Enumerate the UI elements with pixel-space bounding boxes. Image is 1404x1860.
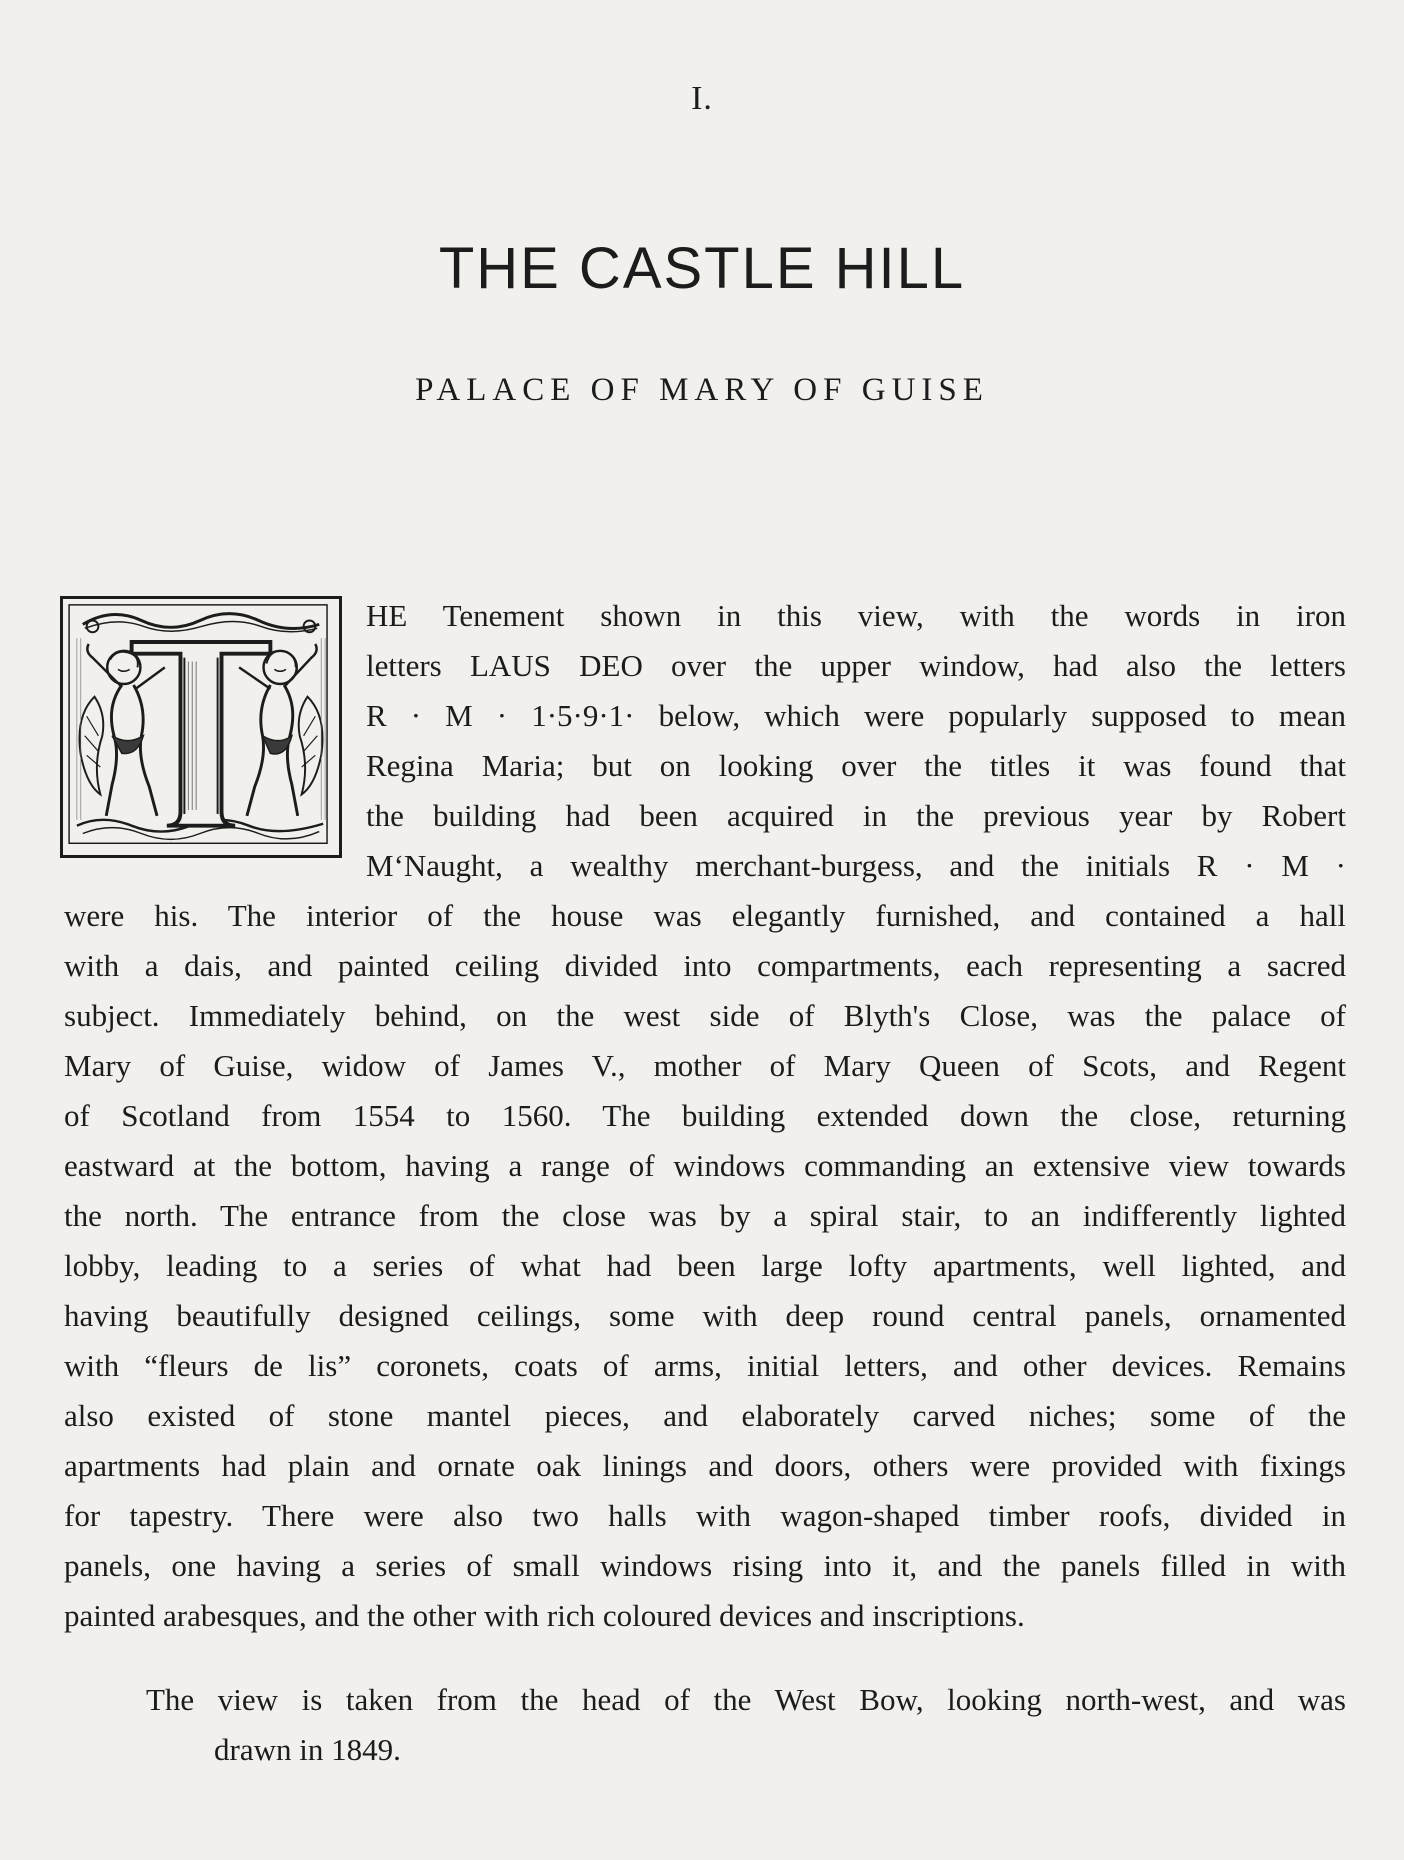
paragraph-line: having beautifully designed ceilings, some with deep round central panels, ornamented [64,1298,1346,1333]
paragraph-line: with “fleurs de lis” coronets, coats of arms, initial letters, and other devices. Remains [64,1348,1346,1383]
chapter-number: I. [691,80,713,117]
paragraph-line: the building had been acquired in the previous year by Robert [366,798,1346,833]
note-line: drawn in 1849. [214,1732,401,1767]
chapter-subtitle: PALACE OF MARY OF GUISE [415,372,989,408]
paragraph-line: were his. The interior of the house was elegantly furnished, and contained a hall [64,898,1346,933]
paragraph-line: for tapestry. There were also two halls with wagon-shaped timber roofs, divided in [64,1498,1346,1533]
paragraph-line: Regina Maria; but on looking over the titles it was found that [366,748,1346,783]
paragraph-line: lobby, leading to a series of what had been large lofty apartments, well lighted, and [64,1248,1346,1283]
paragraph-line: letters LAUS DEO over the upper window, had also the letters [366,648,1346,683]
drop-cap-illustration [60,596,342,858]
paragraph-line: HE Tenement shown in this view, with the words in iron [366,598,1346,633]
paragraph-line: painted arabesques, and the other with rich coloured devices and inscriptions. [64,1598,1025,1633]
paragraph-line: Mary of Guise, widow of James V., mother of Mary Queen of Scots, and Regent [64,1048,1346,1083]
paragraph-line: apartments had plain and ornate oak linings and doors, others were provided with fixings [64,1448,1346,1483]
paragraph-line: R · M · 1·5·9·1· below, which were popularly supposed to mean [366,698,1346,733]
paragraph-line: the north. The entrance from the close was by a spiral stair, to an indifferently lighted [64,1198,1346,1233]
paragraph-line: also existed of stone mantel pieces, and elaborately carved niches; some of the [64,1398,1346,1433]
chapter-title: THE CASTLE HILL [438,236,966,301]
paragraph-line: eastward at the bottom, having a range of windows commanding an extensive view towards [64,1148,1346,1183]
paragraph-line: panels, one having a series of small windows rising into it, and the panels filled in with [64,1548,1346,1583]
paragraph-line: M‘Naught, a wealthy merchant-burgess, and the initials R · M · [366,848,1346,883]
paragraph-line: subject. Immediately behind, on the west side of Blyth's Close, was the palace of [64,998,1346,1033]
cherubs-ornament-icon [63,599,339,855]
paragraph-line: of Scotland from 1554 to 1560. The building extended down the close, returning [64,1098,1346,1133]
paragraph-line: with a dais, and painted ceiling divided into compartments, each representing a sacred [64,948,1346,983]
note-line: The view is taken from the head of the West Bow, looking north-west, and was [146,1682,1346,1717]
